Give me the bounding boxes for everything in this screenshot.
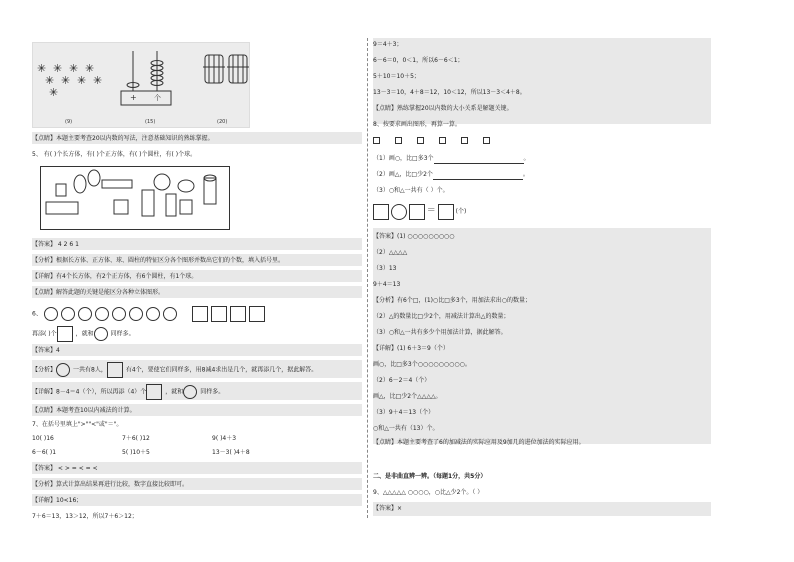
detail-8-3: （3）9＋4＝13（个） xyxy=(373,409,435,416)
answer-line xyxy=(433,173,523,180)
section-2-title: 二、是非曲直辨一辨。（每题1分，共5分） xyxy=(373,473,487,480)
calc-8: 9＋4＝13 xyxy=(373,281,401,288)
q6-text-a: 再添( )个 xyxy=(32,330,57,338)
square-box xyxy=(373,204,389,220)
equals-sign: ＝ xyxy=(426,206,436,216)
shade-ans9 xyxy=(373,502,711,516)
q8-part2: （2）画△，比□少2个 。 xyxy=(373,171,529,178)
detail-8: 【详解】(1) 6＋3＝9（个） xyxy=(373,345,449,352)
analysis-5: 【分析】根据长方体、正方体、球、圆柱的特征区分各个图形并数出它们的个数，填入括号里。 xyxy=(32,257,285,264)
dianjing-4: 【点睛】本题主要考查20以内数的写法，注意基础知识的熟练掌握。 xyxy=(32,135,214,142)
dianjing-7: 【点睛】熟练掌握20以内数的大小关系是解题关键。 xyxy=(373,105,513,112)
answer-5: 【答案】 4 2 6 1 xyxy=(32,241,79,248)
abacus-ones-sign: 个 xyxy=(154,94,161,102)
q6-text-b: ，就和 xyxy=(75,330,94,338)
circle-icon xyxy=(163,307,177,321)
square-icon xyxy=(192,306,208,322)
q7-item: 10( )16 xyxy=(32,435,54,442)
stick-bundles-figure xyxy=(201,51,257,91)
analysis-6-text-c: 有4个，要使它们同样多，用8减4求出是几个，就再添几个，据此解答。 xyxy=(125,366,318,374)
answer-line xyxy=(434,157,524,164)
square-box xyxy=(409,204,425,220)
q7-item: 5( )10＋5 xyxy=(122,449,150,456)
answer-9: 【答案】× xyxy=(373,505,403,512)
analysis-6-text-b: 一共有8人， xyxy=(73,366,107,374)
detail-6 xyxy=(32,384,224,400)
square-icon xyxy=(57,326,73,342)
answer-8-2: （2）△△△△ xyxy=(373,249,408,256)
dianjing-5: 【点睛】解答此题的关键是能区分各种立体图形。 xyxy=(32,289,165,296)
answer-7: 【答案】 < > = < = < xyxy=(32,465,98,472)
square-icon xyxy=(417,137,424,144)
analysis-7: 【分析】算式计算出结果再进行比较，数字直接比较即可。 xyxy=(32,481,189,488)
detail-5: 【详解】有4个长方体，有2个正方体，有6个圆柱，有1个球。 xyxy=(32,273,198,280)
star-icon: ✳ xyxy=(69,62,79,75)
star-icon: ✳ xyxy=(61,74,71,87)
detail-6-text-b: ，就和 xyxy=(165,388,184,396)
square-icon xyxy=(373,137,380,144)
star-icon: ✳ xyxy=(53,62,63,75)
question-6-line2 xyxy=(32,326,135,343)
detail-7-line5: 5＋10＝10＋5； xyxy=(373,73,420,80)
q8-squares xyxy=(373,136,505,146)
square-icon xyxy=(461,137,468,144)
square-icon xyxy=(211,306,227,322)
shade-ans6 xyxy=(32,344,362,356)
unit-label: (个) xyxy=(455,208,467,215)
shade-ans5 xyxy=(32,238,362,250)
q4-figure-panel xyxy=(32,42,250,128)
solids-figure xyxy=(40,166,230,230)
circle-icon xyxy=(94,327,108,341)
dianjing-8: 【点睛】本题主要考查了6的加减法的实际应用及9加几的进位加法的实际应用。 xyxy=(373,439,585,446)
detail-7: 【详解】10<16； xyxy=(32,497,83,504)
q7-item: 7＋6( )12 xyxy=(122,435,150,442)
detail-6-text-c: 同样多。 xyxy=(200,388,225,396)
detail-8-2: （2）6－2＝4（个） xyxy=(373,377,431,384)
circle-icon xyxy=(44,307,58,321)
star-icon: ✳ xyxy=(77,74,87,87)
detail-8-3b: ○和△一共有（13）个。 xyxy=(373,425,439,432)
stars-figure xyxy=(37,63,107,103)
abacus-figure xyxy=(119,49,179,109)
square-icon xyxy=(249,306,265,322)
q7-row-1 xyxy=(32,434,236,444)
circle-box xyxy=(391,204,407,220)
circle-icon xyxy=(129,307,143,321)
star-icon: ✳ xyxy=(85,62,95,75)
star-icon: ✳ xyxy=(49,86,59,99)
question-7: 7、在括号里填上">""<"或"＝"。 xyxy=(32,421,123,428)
analysis-8-3: （3）○和△一共有多少个用加法计算，据此解答。 xyxy=(373,329,507,336)
circle-icon xyxy=(146,307,160,321)
square-icon xyxy=(439,137,446,144)
analysis-8: 【分析】有6个□，(1)○比□多3个，用加法求出○的数量； xyxy=(373,297,531,304)
q6-label: 6、 xyxy=(32,310,42,318)
star-icon: ✳ xyxy=(37,62,47,75)
q7-item: 9( )4＋3 xyxy=(212,435,237,442)
question-5: 5、 有( )个长方体，有( )个正方体，有( )个圆柱，有( )个球。 xyxy=(32,151,197,158)
circle-icon xyxy=(78,307,92,321)
analysis-6 xyxy=(32,362,317,378)
caption-9: (9) xyxy=(65,119,73,125)
column-divider xyxy=(367,38,368,518)
answer-8: 【答案】(1) ○○○○○○○○○ xyxy=(373,233,455,240)
q8-equation xyxy=(373,202,466,221)
question-9: 9、△△△△△ ○○○○，○比△少2个。（ ） xyxy=(373,489,484,496)
square-icon xyxy=(107,362,123,378)
star-icon: ✳ xyxy=(93,74,103,87)
detail-7-line3: 9＝4＋3； xyxy=(373,41,403,48)
square-icon xyxy=(483,137,490,144)
q7-item: 13－3( )4＋8 xyxy=(212,449,250,456)
detail-6-text-a: 【详解】8－4＝4（个），所以再添（4）个 xyxy=(32,388,147,396)
circle-icon xyxy=(56,363,70,377)
q7-row-2 xyxy=(32,448,250,458)
detail-8-2b: 画△，比□少2个△△△△。 xyxy=(373,393,442,400)
square-icon xyxy=(230,306,246,322)
circle-icon xyxy=(95,307,109,321)
question-6 xyxy=(32,306,268,323)
caption-20: (20) xyxy=(217,119,228,125)
answer-8-3: （3）13 xyxy=(373,265,397,272)
detail-7-line4: 6－6＝0，0＜1，所以6－6＜1； xyxy=(373,57,464,64)
q8-part3: （3）○和△一共有（ ）个。 xyxy=(373,187,449,194)
detail-8-1b: 画○，比□多3个○○○○○○○○○。 xyxy=(373,361,471,368)
q7-item: 6－6( )1 xyxy=(32,449,57,456)
square-icon xyxy=(146,384,162,400)
circle-icon xyxy=(61,307,75,321)
dianjing-6: 【点睛】本题考查10以内减法的计算。 xyxy=(32,407,136,414)
q8-part1-text: （1）画○，比□多3个 xyxy=(373,155,434,162)
answer-6: 【答案】4 xyxy=(32,347,60,354)
q8-part2-text: （2）画△，比□少2个 xyxy=(373,171,433,178)
star-icon: ✳ xyxy=(45,74,55,87)
square-box xyxy=(438,204,454,220)
caption-15: (15) xyxy=(145,119,156,125)
detail-7-line6: 13－3＝10，4＋8＝12，10＜12，所以13－3＜4＋8。 xyxy=(373,89,526,96)
analysis-6-label: 【分析】 xyxy=(32,366,57,374)
q8-part1: （1）画○，比□多3个 。 xyxy=(373,155,530,162)
circle-icon xyxy=(183,385,197,399)
circle-icon xyxy=(112,307,126,321)
question-8: 8、按要求画出图形，再算一算。 xyxy=(373,121,461,128)
square-icon xyxy=(395,137,402,144)
detail-7-line2: 7＋6＝13，13＞12，所以7＋6＞12； xyxy=(32,513,138,520)
q6-text-c: 同样多。 xyxy=(110,330,135,338)
analysis-8-2: （2）△的数量比□少2个，用减法计算出△的数量； xyxy=(373,313,510,320)
abacus-tens-sign: + xyxy=(130,93,137,102)
